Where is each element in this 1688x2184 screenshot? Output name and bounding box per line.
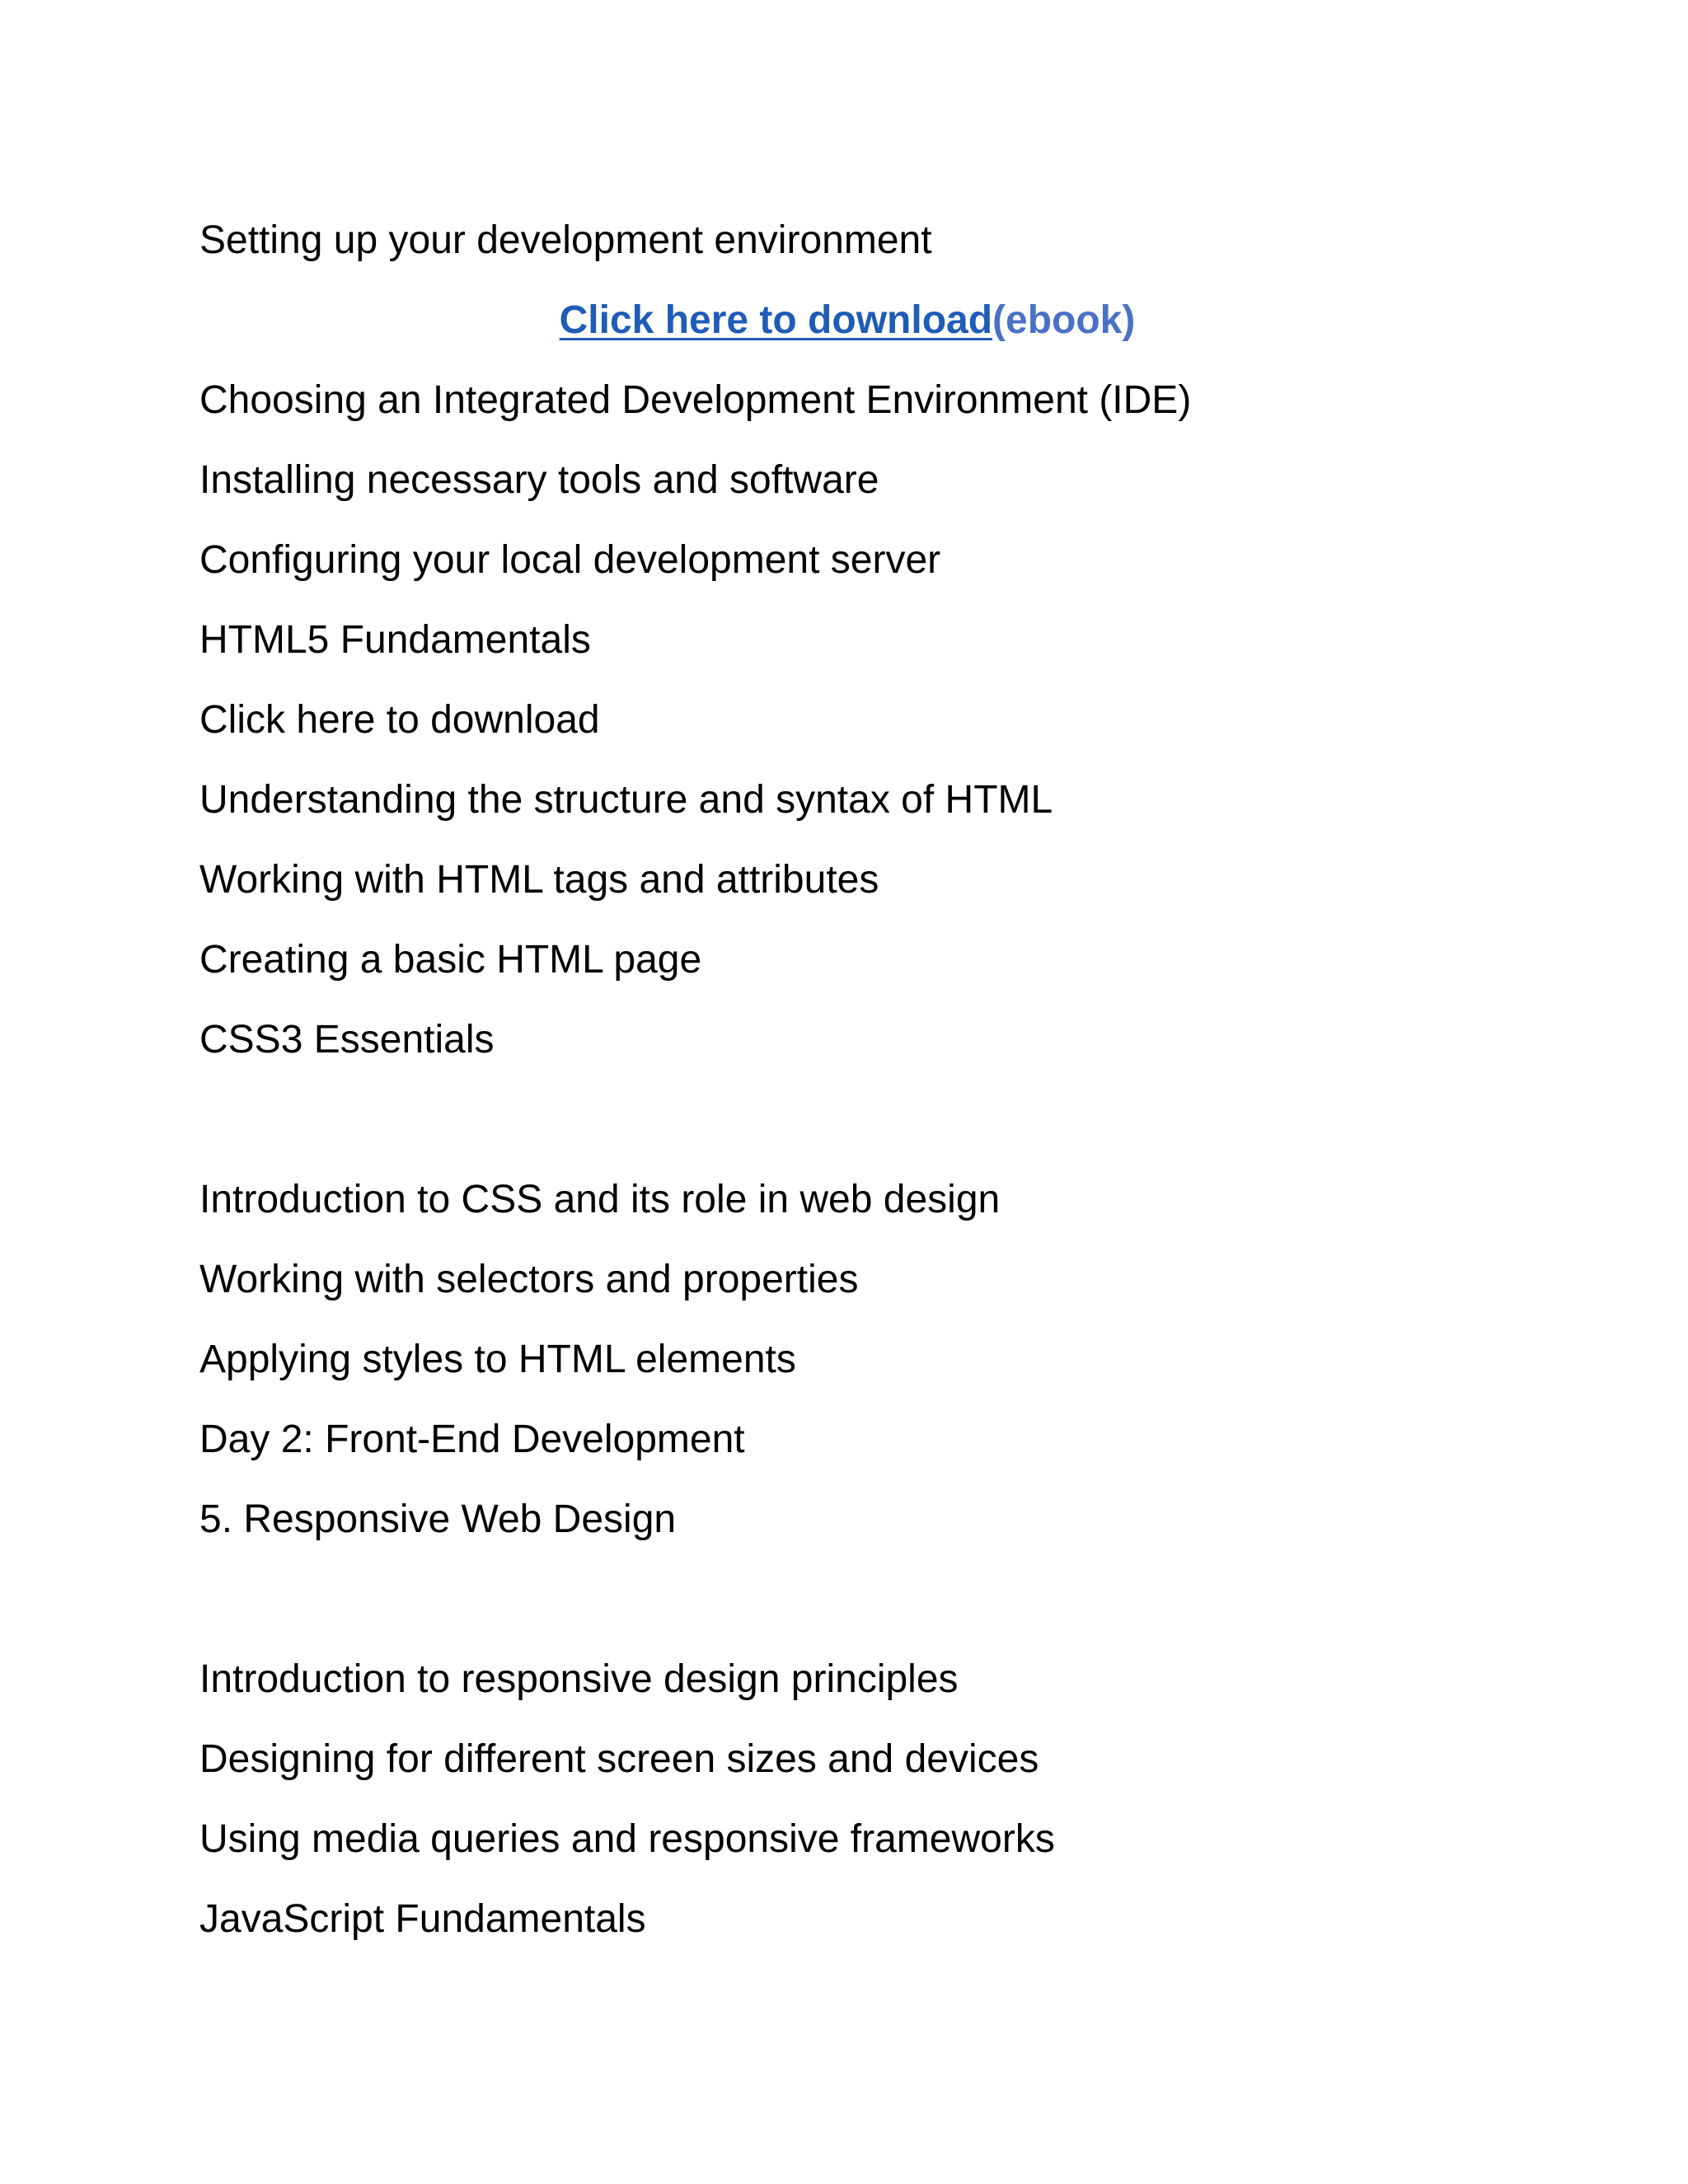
download-link-line [199, 280, 1495, 360]
blank-line [199, 1080, 1535, 1160]
text-line: Installing necessary tools and software [199, 458, 879, 502]
text-line: Applying styles to HTML elements [199, 1338, 796, 1381]
text-line: Understanding the structure and syntax of HTML [199, 778, 1053, 822]
text-line: Using media queries and responsive frameworks [199, 1817, 1055, 1861]
text-line: Creating a basic HTML page [199, 938, 702, 982]
text-line: Click here to download [199, 698, 600, 742]
text-line: Day 2: Front-End Development [199, 1418, 745, 1461]
download-link[interactable]: Click here to download [559, 298, 993, 342]
text-line: Working with selectors and properties [199, 1258, 859, 1301]
text-line: Setting up your development environment [199, 218, 932, 262]
text-line: Working with HTML tags and attributes [199, 858, 879, 902]
text-line: CSS3 Essentials [199, 1018, 495, 1062]
text-line: JavaScript Fundamentals [199, 1897, 646, 1941]
text-line: Designing for different screen sizes and devices [199, 1737, 1039, 1781]
text-line: Choosing an Integrated Development Environment (IDE) [199, 378, 1192, 422]
blank-line [199, 1559, 1535, 1639]
document-body [199, 200, 1535, 1959]
text-line: HTML5 Fundamentals [199, 618, 591, 662]
text-line: Introduction to responsive design principles [199, 1657, 959, 1701]
text-line: Introduction to CSS and its role in web design [199, 1178, 1001, 1221]
ebook-suffix: (ebook) [992, 298, 1136, 342]
text-line: 5. Responsive Web Design [199, 1497, 677, 1541]
text-line: Configuring your local development server [199, 538, 941, 582]
